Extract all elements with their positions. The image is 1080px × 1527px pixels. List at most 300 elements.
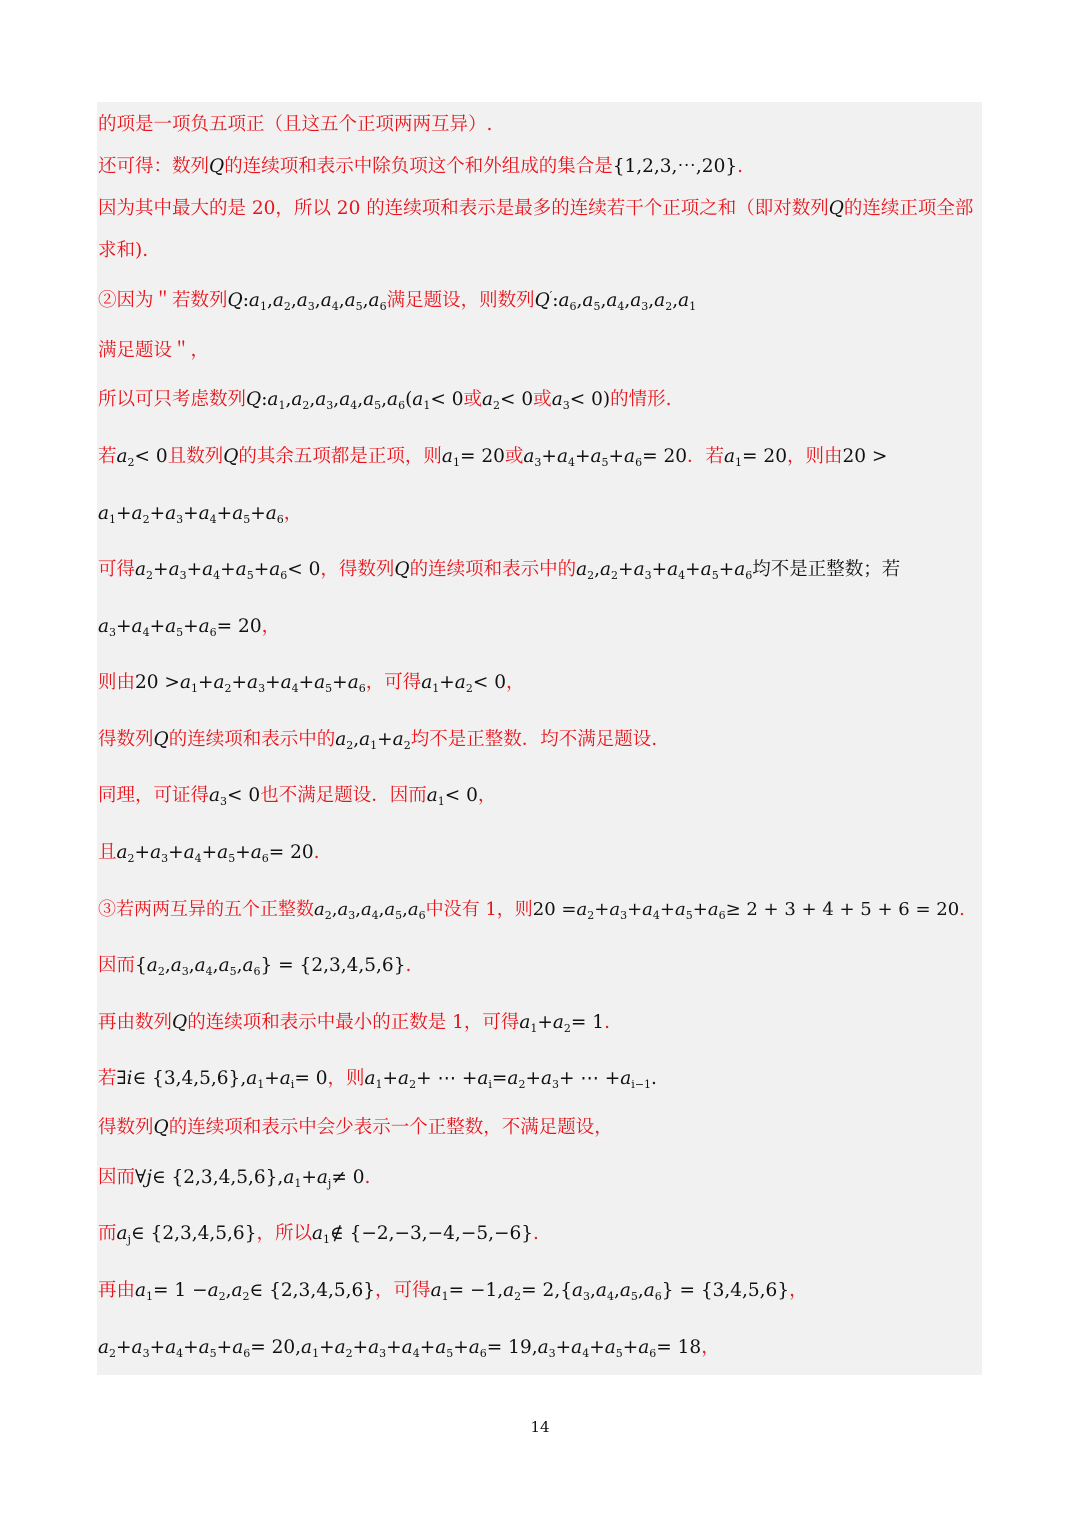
math-run: : bbox=[261, 389, 268, 410]
math-run: 1 bbox=[109, 513, 117, 526]
math-run: a bbox=[734, 559, 746, 580]
math-run: < 0 bbox=[472, 672, 506, 693]
math-run: , bbox=[353, 729, 360, 750]
math-run: 3 bbox=[220, 795, 228, 808]
math-run: 3 bbox=[641, 300, 649, 313]
text-run: . bbox=[959, 899, 965, 920]
text-line bbox=[98, 1115, 982, 1141]
math-run: a bbox=[165, 1337, 177, 1358]
math-run: 6 bbox=[243, 1347, 251, 1360]
math-run: a bbox=[572, 1280, 584, 1301]
text-run: ③若两两互异的五个正整数 bbox=[98, 899, 314, 920]
text-run: 因而 bbox=[98, 955, 136, 976]
math-run: + bbox=[183, 1337, 199, 1358]
math-run: a bbox=[421, 672, 433, 693]
math-run: < 0 bbox=[134, 446, 168, 467]
text-line bbox=[98, 953, 982, 979]
math-run: 4 bbox=[567, 456, 575, 469]
math-run: 1 bbox=[441, 1290, 449, 1303]
math-run: + bbox=[685, 559, 701, 580]
math-run: 2 bbox=[465, 682, 473, 695]
text-run: 所以可只考虑数列 bbox=[98, 389, 247, 410]
math-run: + bbox=[525, 1068, 541, 1089]
math-run: a bbox=[232, 1337, 244, 1358]
text-line bbox=[98, 1278, 982, 1304]
math-run: a bbox=[337, 899, 349, 920]
math-run: ( bbox=[405, 389, 413, 410]
math-run: 2 bbox=[283, 300, 291, 313]
math-run: a bbox=[198, 616, 210, 637]
text-run: 或 bbox=[504, 446, 524, 467]
math-run: a bbox=[519, 1012, 531, 1033]
math-run: a bbox=[170, 955, 182, 976]
math-run: 2 bbox=[345, 1347, 353, 1360]
math-run: a bbox=[401, 1337, 413, 1358]
text-run: 可得 bbox=[98, 559, 136, 580]
math-run: 4 bbox=[213, 569, 221, 582]
math-run: a bbox=[179, 672, 191, 693]
math-run: a bbox=[165, 616, 177, 637]
math-run: a bbox=[582, 290, 594, 311]
text-line bbox=[98, 897, 982, 923]
math-run: 5 bbox=[325, 682, 333, 695]
math-run: {1,2,3,⋯,20} bbox=[612, 156, 738, 177]
math-run: a bbox=[609, 899, 621, 920]
math-run: 5 bbox=[711, 569, 719, 582]
math-run: 2 bbox=[563, 1022, 571, 1035]
math-run: + bbox=[692, 899, 708, 920]
math-run: + bbox=[651, 559, 668, 580]
math-run: 4 bbox=[678, 569, 686, 582]
math-run: a bbox=[198, 1337, 210, 1358]
math-run: 6 bbox=[253, 965, 261, 978]
text-run: 满足题设，则数列 bbox=[386, 290, 535, 311]
math-run: + bbox=[301, 1167, 317, 1188]
text-run: 满足题设＂， bbox=[98, 340, 210, 361]
math-run: 4 bbox=[412, 1347, 420, 1360]
math-run: 1 bbox=[323, 1233, 331, 1246]
text-run: ， bbox=[261, 616, 281, 637]
math-run: a bbox=[384, 899, 396, 920]
math-run: + bbox=[386, 1337, 402, 1358]
math-run: a bbox=[387, 389, 399, 410]
math-run: + bbox=[264, 1068, 280, 1089]
math-run: + bbox=[332, 672, 348, 693]
math-run: 1 bbox=[259, 300, 267, 313]
math-run: , bbox=[355, 899, 361, 920]
math-run: + ⋯ + bbox=[416, 1068, 478, 1089]
math-run: ∈ {2,3,4,5,6} bbox=[130, 1223, 257, 1244]
math-run: 6 bbox=[479, 1347, 487, 1360]
math-run: 2 bbox=[514, 1290, 522, 1303]
math-run: < 0 bbox=[569, 389, 603, 410]
text-line bbox=[98, 338, 982, 364]
math-run: 5 bbox=[246, 569, 254, 582]
math-run: a bbox=[150, 842, 162, 863]
math-run: 6 bbox=[280, 569, 288, 582]
math-run: a bbox=[235, 559, 247, 580]
math-run: Q bbox=[223, 446, 239, 467]
math-run: ) bbox=[602, 389, 611, 410]
math-run: 2 bbox=[518, 1078, 526, 1091]
math-run: 2 bbox=[109, 1347, 117, 1360]
math-run: a bbox=[435, 1337, 447, 1358]
text-line bbox=[98, 783, 982, 809]
math-run: a bbox=[551, 389, 563, 410]
math-run: = bbox=[491, 1068, 508, 1089]
math-run: a bbox=[265, 503, 277, 524]
math-run: : bbox=[552, 290, 559, 311]
text-line bbox=[98, 238, 982, 264]
math-run: a bbox=[620, 1068, 632, 1089]
text-run: 的情形. bbox=[610, 389, 672, 410]
math-run: + bbox=[718, 559, 735, 580]
math-run: ∈ {3,4,5,6}, bbox=[132, 1068, 247, 1089]
math-run: a bbox=[643, 1280, 655, 1301]
math-run: 4 bbox=[209, 513, 217, 526]
math-run: , bbox=[236, 955, 243, 976]
math-run: a bbox=[339, 389, 351, 410]
math-run: 1 bbox=[257, 1078, 265, 1091]
math-run: a bbox=[98, 1337, 110, 1358]
math-run: 1 bbox=[735, 456, 743, 469]
math-run: < 0 bbox=[430, 389, 464, 410]
text-line bbox=[98, 501, 982, 527]
math-run: 3 bbox=[109, 626, 117, 639]
text-run: 的连续项和表示中的 bbox=[168, 729, 336, 750]
text-line bbox=[98, 614, 982, 640]
math-run: j bbox=[146, 1167, 152, 1188]
math-run: a bbox=[248, 290, 260, 311]
page-number: 14 bbox=[530, 1418, 550, 1436]
math-run: a bbox=[301, 1337, 313, 1358]
text-run: ，可得 bbox=[375, 1280, 431, 1301]
math-run: 3 bbox=[348, 909, 356, 922]
math-run: a bbox=[207, 1280, 219, 1301]
math-run: a bbox=[98, 503, 110, 524]
text-run: 因为其中最大的是 20，所以 20 的连续项和表示是最多的连续若干个正项之和（即对数列 bbox=[98, 198, 829, 219]
math-run: + bbox=[453, 1337, 469, 1358]
text-run: 的连续项和表示中最小的正数是 1，可得 bbox=[187, 1012, 520, 1033]
math-run: a bbox=[146, 955, 158, 976]
math-run: a bbox=[507, 1068, 519, 1089]
math-run: 4 bbox=[606, 1290, 614, 1303]
text-run: 或 bbox=[463, 389, 482, 410]
math-run: + bbox=[220, 559, 236, 580]
math-run: 6 bbox=[261, 852, 269, 865]
math-run: a bbox=[654, 290, 666, 311]
math-run: 4 bbox=[617, 300, 625, 313]
math-run: , bbox=[590, 1280, 596, 1301]
math-run: , bbox=[594, 559, 601, 580]
math-run: Q bbox=[534, 290, 550, 311]
math-run: + bbox=[659, 899, 675, 920]
math-run: Q bbox=[172, 1012, 188, 1033]
math-run: a bbox=[619, 1280, 631, 1301]
math-run: = 0 bbox=[294, 1068, 328, 1089]
math-run: 2 bbox=[403, 739, 411, 752]
math-run: 5 bbox=[446, 1347, 454, 1360]
math-run: + bbox=[377, 729, 393, 750]
text-run: ， bbox=[477, 785, 497, 806]
math-run: a bbox=[280, 672, 292, 693]
math-run: ∀ bbox=[135, 1167, 147, 1188]
text-run: 得数列 bbox=[98, 729, 154, 750]
math-run: 4 bbox=[194, 852, 202, 865]
math-run: a bbox=[213, 672, 225, 693]
math-run: Q bbox=[394, 559, 410, 580]
math-run: 3 bbox=[161, 852, 169, 865]
text-run: 的其余五项都是正项，则 bbox=[238, 446, 442, 467]
math-run: 3 bbox=[181, 965, 189, 978]
math-run: a bbox=[198, 503, 210, 524]
math-run: a bbox=[537, 1337, 549, 1358]
math-run: 6 bbox=[418, 909, 426, 922]
text-run: 再由 bbox=[98, 1280, 136, 1301]
math-run: a bbox=[540, 1068, 552, 1089]
text-run: 还可得：数列 bbox=[98, 156, 210, 177]
math-run: 3 bbox=[552, 1078, 559, 1091]
math-run: 3 bbox=[548, 1347, 556, 1360]
math-run: 4 bbox=[205, 965, 213, 978]
math-run: j bbox=[327, 1177, 332, 1190]
math-run: = 20 bbox=[216, 616, 262, 637]
math-run: a bbox=[291, 389, 303, 410]
math-run: a bbox=[231, 1280, 243, 1301]
math-run: 1 bbox=[689, 300, 697, 313]
math-run: j bbox=[127, 1233, 131, 1246]
math-run: a bbox=[315, 389, 327, 410]
math-run: Q bbox=[227, 290, 243, 311]
math-run: a bbox=[202, 559, 214, 580]
math-run: , bbox=[285, 389, 292, 410]
math-run: + bbox=[555, 1337, 572, 1358]
text-run: . bbox=[313, 842, 320, 863]
math-run: + bbox=[382, 1068, 399, 1089]
math-run: a bbox=[131, 616, 143, 637]
math-run: 4 bbox=[142, 626, 150, 639]
math-run: 6 bbox=[718, 909, 726, 922]
math-run: 2 bbox=[218, 1290, 226, 1303]
math-run: a bbox=[360, 899, 372, 920]
math-run: 2 bbox=[142, 513, 150, 526]
math-run: 2 bbox=[346, 739, 354, 752]
math-run: a bbox=[441, 446, 453, 467]
math-run: . bbox=[651, 1068, 657, 1089]
text-line bbox=[98, 670, 982, 696]
math-run: + bbox=[116, 616, 132, 637]
math-run: 6 bbox=[276, 513, 284, 526]
math-run: { bbox=[135, 955, 147, 976]
math-run: 6 bbox=[649, 1347, 657, 1360]
text-run: ②因为＂若数列 bbox=[98, 290, 228, 311]
math-run: 6 bbox=[209, 626, 217, 639]
math-run: + bbox=[608, 446, 625, 467]
text-line bbox=[98, 154, 982, 180]
math-run: , bbox=[331, 899, 338, 920]
text-run: 而 bbox=[98, 1223, 117, 1244]
math-run: ′ bbox=[549, 288, 553, 302]
math-run: 2 bbox=[146, 569, 154, 582]
math-run: 4 bbox=[176, 1347, 184, 1360]
math-run: a bbox=[503, 1280, 515, 1301]
text-line bbox=[98, 1165, 982, 1191]
math-run: + bbox=[235, 842, 251, 863]
text-run: ，则由 bbox=[786, 446, 843, 467]
math-run: = 20, bbox=[250, 1337, 302, 1358]
math-run: a bbox=[624, 446, 636, 467]
math-run: a bbox=[218, 955, 230, 976]
math-run: + bbox=[541, 446, 557, 467]
math-run: ∉ {−2,−3,−4,−5,−6} bbox=[330, 1223, 534, 1244]
text-run: 的连续项和表示中除负项这个和外组成的集合是 bbox=[224, 156, 613, 177]
math-run: a bbox=[558, 290, 570, 311]
math-run: a bbox=[552, 1012, 564, 1033]
math-run: 3 bbox=[142, 1347, 150, 1360]
math-run: 6 bbox=[635, 456, 643, 469]
math-run: 2 bbox=[127, 852, 135, 865]
text-run: ，所以 bbox=[256, 1223, 312, 1244]
math-run: 2 bbox=[409, 1078, 417, 1091]
math-run: ∃ bbox=[116, 1068, 127, 1089]
math-run: a bbox=[344, 290, 356, 311]
math-run: + bbox=[116, 503, 132, 524]
math-run: 1 bbox=[530, 1022, 538, 1035]
math-run: 均不是正整数；若 bbox=[752, 559, 901, 580]
math-run: 3 bbox=[258, 682, 266, 695]
text-run: ， bbox=[701, 1337, 720, 1358]
math-run: a bbox=[217, 842, 229, 863]
math-run: 6 bbox=[569, 300, 577, 313]
math-run: ≠ 0 bbox=[331, 1167, 365, 1188]
math-run: + bbox=[622, 1337, 639, 1358]
math-run: 2 bbox=[493, 399, 501, 412]
math-run: } = {2,3,4,5,6} bbox=[260, 955, 406, 976]
math-run: < 0 bbox=[444, 785, 478, 806]
math-run: + bbox=[197, 672, 214, 693]
text-run: 得数列 bbox=[98, 1117, 154, 1138]
math-run: 3 bbox=[307, 300, 315, 313]
text-run: 则由 bbox=[98, 672, 136, 693]
text-run: . bbox=[364, 1167, 371, 1188]
math-run: a bbox=[556, 446, 568, 467]
math-run: 5 bbox=[593, 300, 601, 313]
text-run: ，可得 bbox=[365, 672, 422, 693]
math-run: + bbox=[627, 899, 643, 920]
math-run: + bbox=[116, 1337, 132, 1358]
math-run: a bbox=[477, 1068, 489, 1089]
math-run: a bbox=[468, 1337, 480, 1358]
math-run: + bbox=[265, 672, 281, 693]
math-run: a bbox=[364, 1068, 376, 1089]
math-run: a bbox=[242, 955, 254, 976]
math-run: a bbox=[98, 616, 110, 637]
math-run: a bbox=[335, 729, 347, 750]
math-run: 5 bbox=[355, 300, 363, 313]
math-run: , bbox=[402, 899, 408, 920]
math-run: 5 bbox=[630, 1290, 638, 1303]
math-run: 2 bbox=[587, 569, 595, 582]
math-run: 2 bbox=[665, 300, 673, 313]
text-line bbox=[98, 1335, 982, 1361]
math-run: 2 bbox=[324, 909, 332, 922]
math-run: a bbox=[412, 389, 424, 410]
math-run: 3 bbox=[534, 456, 542, 469]
math-run: + bbox=[153, 559, 169, 580]
math-run: i bbox=[488, 1078, 492, 1091]
math-run: , bbox=[357, 389, 364, 410]
math-run: + bbox=[149, 616, 166, 637]
math-run: a bbox=[675, 899, 686, 920]
math-run: a bbox=[707, 899, 719, 920]
text-run: 的连续项和表示中会少表示一个正整数，不满足题设， bbox=[168, 1117, 613, 1138]
math-run: + bbox=[216, 1337, 233, 1358]
math-run: + bbox=[298, 672, 315, 693]
math-run: 3 bbox=[583, 1290, 591, 1303]
math-run: < 0 bbox=[287, 559, 321, 580]
math-run: 20 = bbox=[532, 899, 577, 920]
math-run: = 20 bbox=[459, 446, 505, 467]
math-run: a bbox=[131, 1337, 143, 1358]
text-run: . bbox=[405, 955, 412, 976]
text-run: ， bbox=[283, 503, 303, 524]
math-run: + bbox=[537, 1012, 553, 1033]
math-run: a bbox=[116, 446, 128, 467]
math-run: 3 bbox=[176, 513, 184, 526]
math-run: Q bbox=[153, 729, 169, 750]
math-run: + bbox=[253, 559, 270, 580]
text-run: ， bbox=[505, 672, 525, 693]
text-run: 因而 bbox=[98, 1167, 136, 1188]
math-run: = −1, bbox=[448, 1280, 504, 1301]
text-run: 或 bbox=[533, 389, 552, 410]
math-run: a bbox=[267, 389, 279, 410]
math-run: a bbox=[250, 842, 262, 863]
math-run: , bbox=[362, 290, 369, 311]
math-run: + bbox=[439, 672, 455, 693]
text-line bbox=[98, 288, 982, 314]
math-run: a bbox=[600, 559, 612, 580]
math-run: 2 bbox=[157, 965, 165, 978]
math-run: 3 bbox=[326, 399, 334, 412]
math-run: a bbox=[724, 446, 736, 467]
text-run: . bbox=[604, 1012, 610, 1033]
math-run: a bbox=[368, 1337, 380, 1358]
math-run: 3 bbox=[379, 1347, 387, 1360]
text-line bbox=[98, 196, 982, 222]
math-run: 5 bbox=[176, 626, 184, 639]
math-run: a bbox=[334, 1337, 346, 1358]
math-run: + bbox=[168, 842, 184, 863]
math-run: = 1 bbox=[570, 1012, 605, 1033]
math-run: a bbox=[135, 1280, 147, 1301]
math-run: , bbox=[290, 290, 297, 311]
math-run: 5 bbox=[615, 1347, 623, 1360]
math-run: i−1 bbox=[631, 1078, 652, 1091]
math-run: 6 bbox=[745, 569, 753, 582]
text-run: 均不是正整数．均不满足题设. bbox=[410, 729, 658, 750]
math-run: 4 bbox=[350, 399, 358, 412]
math-run: a bbox=[606, 290, 618, 311]
math-run: + bbox=[352, 1337, 369, 1358]
math-run: a bbox=[131, 503, 143, 524]
math-run: i bbox=[126, 1068, 133, 1089]
math-run: 4 bbox=[331, 300, 339, 313]
text-run: 的项是一项负五项正（且这五个正项两两互异）. bbox=[98, 114, 493, 135]
math-run: , bbox=[164, 955, 171, 976]
math-run: , bbox=[212, 955, 219, 976]
math-run: 20 > bbox=[135, 672, 180, 693]
